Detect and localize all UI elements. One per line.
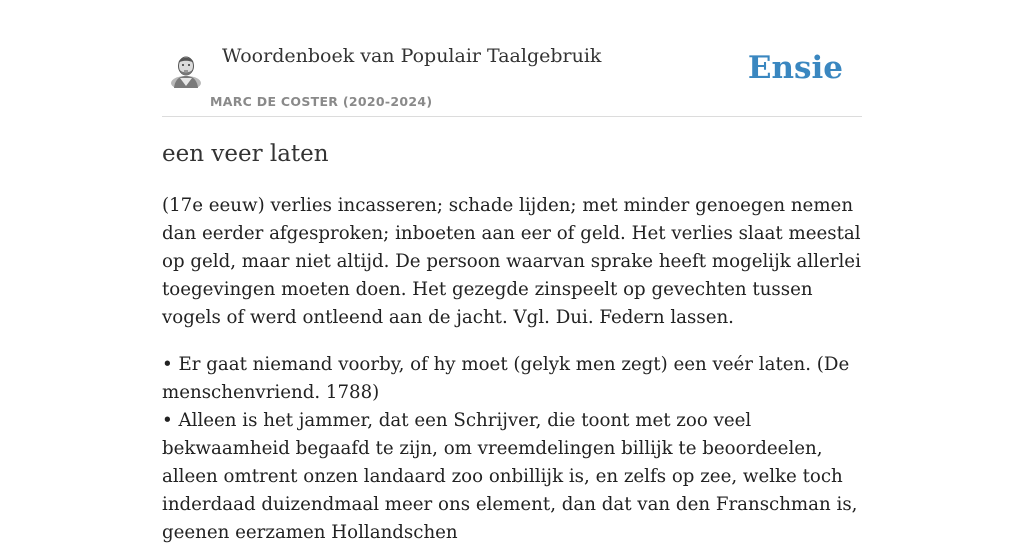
page	[162, 0, 862, 543]
ensie-logo-link[interactable]: Ensie	[747, 50, 843, 86]
header	[162, 0, 862, 117]
examples-list	[162, 351, 862, 547]
dictionary-title[interactable]: Woordenboek van Populair Taalgebruik	[222, 45, 602, 67]
author-label: MARC DE COSTER (2020-2024)	[210, 94, 433, 109]
example-item: • Er gaat niemand voorby, of hy moet (gelyk men zegt) een veér laten. (De menschenvriend. 1788)	[162, 354, 850, 403]
example-item: • Alleen is het jammer, dat een Schrijver, die toont met zoo veel bekwaamheid begaafd te zijn, om vreemdelingen billijk te beoordeelen, alleen omtrent onzen landaard zoo onbillijk is, en zelfs op zee, welke toch inderdaad duizendmaal meer ons element, dan dat van den Franschman is, geenen eerzamen Hollandschen	[162, 410, 858, 543]
definition-text: (17e eeuw) verlies incasseren; schade lijden; met minder genoegen nemen dan eerder afgesproken; inboeten aan eer of geld. Het verlies slaat meestal op geld, maar niet altijd. De persoon waarvan sprake heeft mogelijk allerlei toegevingen moeten doen. Het gezegde zinspeelt op gevechten tussen vogels of werd ontleend aan de jacht. Vgl. Dui. Federn lassen.	[162, 195, 861, 328]
page-title: een veer laten	[162, 141, 329, 167]
portrait-engraving-icon	[169, 52, 203, 88]
